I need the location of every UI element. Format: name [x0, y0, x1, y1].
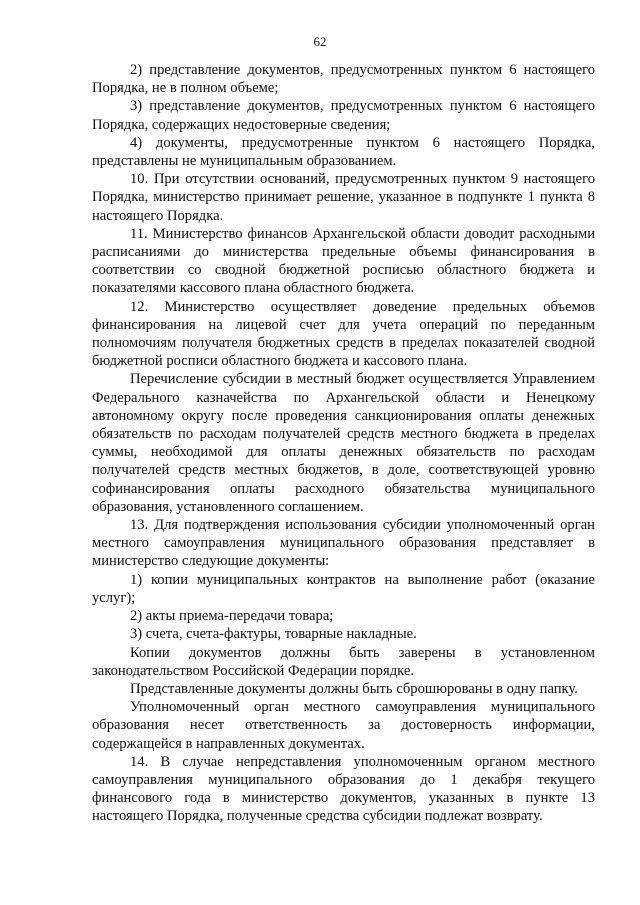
paragraph-transfer: Перечисление субсидии в местный бюджет осуществляется Управлением Федерального казначейства по Архангельской области и Ненецкому автономному округу после проведения санкционирования оплаты денежных обязательств по расходам получателей средств местного бюджета в пределах суммы, необходимой для оплаты денежных обязательств по расходам получателей средств местных бюджетов, в доле, соответствующей уровню софинансирования оплаты расходного обязательства муниципального образования, установленного соглашением. — [92, 371, 595, 515]
paragraph-item-3: 3) представление документов, предусмотренных пунктом 6 настоящего Порядка, содержащих недостоверные сведения; — [92, 98, 595, 133]
paragraph-clause-13: 13. Для подтверждения использования субсидии уполномоченный орган местного самоуправления муниципального образования представляет в министерство следующие документы: — [92, 517, 595, 570]
paragraph-list-item-1: 1) копии муниципальных контрактов на выполнение работ (оказание услуг); — [92, 571, 595, 606]
paragraph-list-item-3: 3) счета, счета-фактуры, товарные накладные. — [130, 626, 417, 643]
paragraph-copies: Копии документов должны быть заверены в установленном законодательством Российской Федерации порядке. — [92, 644, 595, 679]
page-number: 62 — [313, 34, 327, 49]
paragraph-clause-14: 14. В случае непредставления уполномоченным органом местного самоуправления муниципального образования до 1 декабря текущего финансового года в министерство документов, указанных в пункте 13 настоящего Порядка, полученные средства субсидии подлежат возврату. — [92, 753, 595, 825]
paragraph-clause-10: 10. При отсутствии оснований, предусмотренных пунктом 9 настоящего Порядка, министерство принимает решение, указанное в подпункте 1 пункта 8 настоящего Порядка. — [92, 171, 595, 224]
paragraph-responsibility: Уполномоченный орган местного самоуправления муниципального образования несет ответственность за достоверность информации, содержащейся в направленных документах. — [92, 699, 595, 752]
paragraph-clause-11: 11. Министерство финансов Архангельской области доводит расходными расписаниями до министерства предельные объемы финансирования в соответствии со сводной бюджетной росписью областного бюджета и показателями кассового плана областного бюджета. — [92, 225, 595, 297]
paragraph-item-4: 4) документы, предусмотренные пунктом 6 настоящего Порядка, представлены не муниципальным образованием. — [92, 134, 595, 170]
paragraph-list-item-2: 2) акты приема-передачи товара; — [130, 608, 334, 625]
document-body — [92, 61, 595, 826]
paragraph-clause-12: 12. Министерство осуществляет доведение предельных объемов финансирования на лицевой счет для учета операций по переданным полномочиям получателя бюджетных средств в пределах показателей сводной бюджетной росписи областного бюджета и кассового плана. — [92, 298, 595, 370]
paragraph-binding: Представленные документы должны быть сброшюрованы в одну папку. — [130, 680, 578, 697]
paragraph-item-2: 2) представление документов, предусмотренных пунктом 6 настоящего Порядка, не в полном объеме; — [92, 62, 595, 97]
